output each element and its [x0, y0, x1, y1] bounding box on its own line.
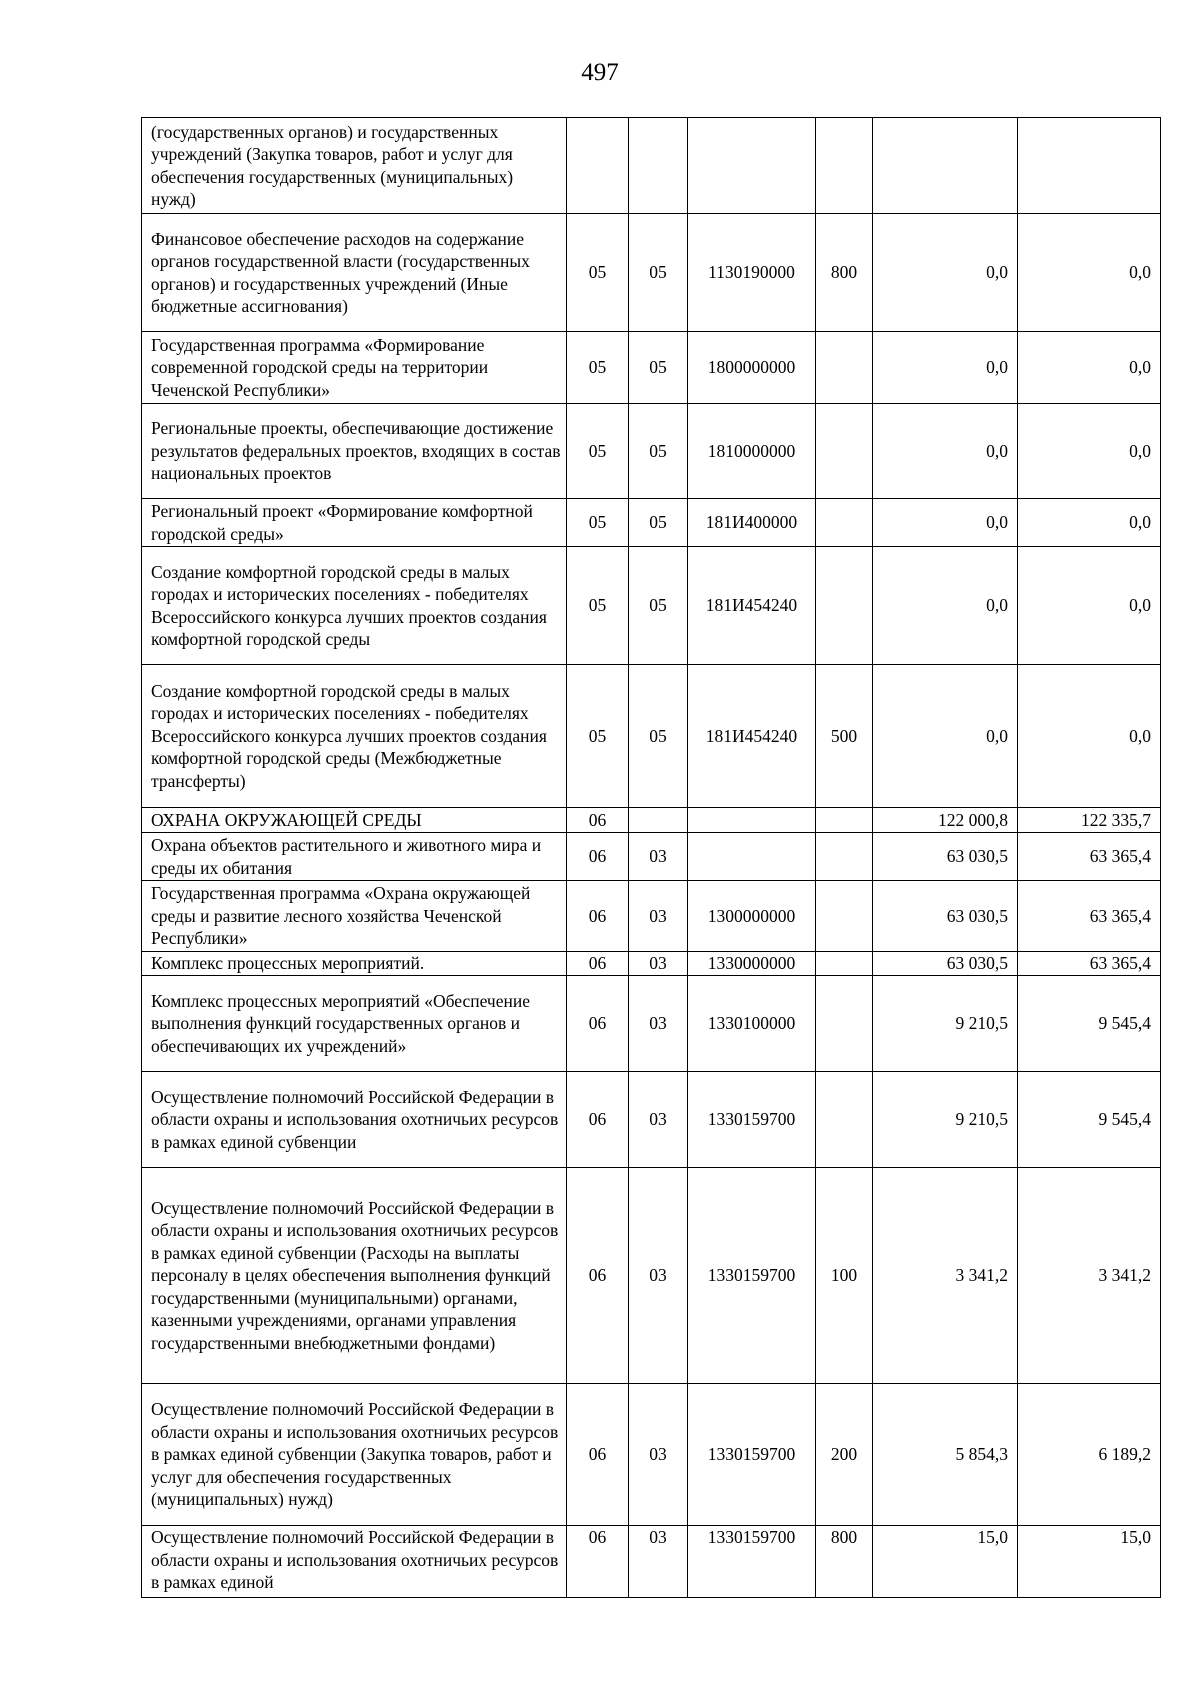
row-name-cell: Региональный проект «Формирование комфортной городской среды»: [142, 499, 567, 547]
amount-year2-cell: 0,0: [1018, 404, 1161, 499]
expense-type-cell: [816, 976, 873, 1072]
amount-year2-cell: 0,0: [1018, 499, 1161, 547]
target-article-cell: 181И454240: [688, 547, 816, 665]
amount-year1-cell: 0,0: [873, 547, 1018, 665]
subsection-code-cell: [629, 118, 688, 214]
section-code-cell: 06: [567, 976, 629, 1072]
expense-type-cell: 200: [816, 1384, 873, 1526]
target-article-cell: 1330100000: [688, 976, 816, 1072]
target-article-cell: 1300000000: [688, 881, 816, 952]
amount-year1-cell: 0,0: [873, 665, 1018, 808]
row-name-cell: Государственная программа «Охрана окружающей среды и развитие лесного хозяйства Чеченской Республики»: [142, 881, 567, 952]
section-code-cell: 05: [567, 665, 629, 808]
target-article-cell: 1810000000: [688, 404, 816, 499]
subsection-code-cell: 03: [629, 1384, 688, 1526]
expense-type-cell: 800: [816, 214, 873, 332]
amount-year1-cell: 9 210,5: [873, 976, 1018, 1072]
table-row: [142, 404, 1161, 499]
row-name-cell: Комплекс процессных мероприятий.: [142, 952, 567, 976]
amount-year1-cell: 63 030,5: [873, 833, 1018, 881]
expense-type-cell: [816, 881, 873, 952]
row-name-cell: Комплекс процессных мероприятий «Обеспечение выполнения функций государственных органов и обеспечивающих их учреждений»: [142, 976, 567, 1072]
row-name-cell: Создание комфортной городской среды в малых городах и исторических поселениях - победителях Всероссийского конкурса лучших проектов создания комфортной городской среды (Межбюджетные трансферты): [142, 665, 567, 808]
table-row: [142, 833, 1161, 881]
amount-year2-cell: 9 545,4: [1018, 976, 1161, 1072]
section-code-cell: 05: [567, 547, 629, 665]
amount-year1-cell: 0,0: [873, 404, 1018, 499]
row-name-cell: Осуществление полномочий Российской Федерации в области охраны и использования охотничьих ресурсов в рамках единой субвенции (Расходы на выплаты персоналу в целях обеспечения выполнения функций государственными (муниципальными) органами, казенными учреждениями, органами управления государственными внебюджетными фондами): [142, 1168, 567, 1384]
amount-year2-cell: 0,0: [1018, 332, 1161, 404]
amount-year2-cell: 6 189,2: [1018, 1384, 1161, 1526]
table-row: [142, 1384, 1161, 1526]
section-code-cell: 05: [567, 499, 629, 547]
table-row: [142, 1072, 1161, 1168]
row-name-cell: ОХРАНА ОКРУЖАЮЩЕЙ СРЕДЫ: [142, 808, 567, 833]
section-code-cell: 06: [567, 808, 629, 833]
expense-type-cell: [816, 1072, 873, 1168]
target-article-cell: 1330159700: [688, 1526, 816, 1598]
subsection-code-cell: 03: [629, 881, 688, 952]
amount-year2-cell: 15,0: [1018, 1526, 1161, 1598]
amount-year1-cell: 0,0: [873, 214, 1018, 332]
target-article-cell: [688, 118, 816, 214]
amount-year2-cell: 0,0: [1018, 665, 1161, 808]
section-code-cell: [567, 118, 629, 214]
table-row: [142, 332, 1161, 404]
subsection-code-cell: 03: [629, 833, 688, 881]
section-code-cell: 06: [567, 881, 629, 952]
row-name-cell: (государственных органов) и государственных учреждений (Закупка товаров, работ и услуг для обеспечения государственных (муниципальных) нужд): [142, 118, 567, 214]
subsection-code-cell: 05: [629, 499, 688, 547]
amount-year2-cell: 0,0: [1018, 547, 1161, 665]
amount-year2-cell: 63 365,4: [1018, 952, 1161, 976]
target-article-cell: 1330159700: [688, 1072, 816, 1168]
section-code-cell: 05: [567, 332, 629, 404]
expense-type-cell: [816, 332, 873, 404]
target-article-cell: 1330159700: [688, 1384, 816, 1526]
amount-year2-cell: 63 365,4: [1018, 881, 1161, 952]
target-article-cell: 181И454240: [688, 665, 816, 808]
target-article-cell: 1330000000: [688, 952, 816, 976]
amount-year1-cell: 0,0: [873, 499, 1018, 547]
row-name-cell: Охрана объектов растительного и животного мира и среды их обитания: [142, 833, 567, 881]
subsection-code-cell: 03: [629, 1526, 688, 1598]
table-row: [142, 1168, 1161, 1384]
amount-year2-cell: 122 335,7: [1018, 808, 1161, 833]
amount-year1-cell: 15,0: [873, 1526, 1018, 1598]
amount-year2-cell: [1018, 118, 1161, 214]
amount-year2-cell: 3 341,2: [1018, 1168, 1161, 1384]
amount-year2-cell: 9 545,4: [1018, 1072, 1161, 1168]
subsection-code-cell: 03: [629, 1168, 688, 1384]
section-code-cell: 06: [567, 1526, 629, 1598]
amount-year1-cell: [873, 118, 1018, 214]
subsection-code-cell: 03: [629, 952, 688, 976]
row-name-cell: Региональные проекты, обеспечивающие достижение результатов федеральных проектов, входящих в состав национальных проектов: [142, 404, 567, 499]
table-row: [142, 118, 1161, 214]
row-name-cell: Государственная программа «Формирование современной городской среды на территории Чеченской Республики»: [142, 332, 567, 404]
section-code-cell: 06: [567, 833, 629, 881]
table-row: [142, 952, 1161, 976]
target-article-cell: [688, 833, 816, 881]
section-code-cell: 06: [567, 1072, 629, 1168]
expense-type-cell: [816, 952, 873, 976]
row-name-cell: Осуществление полномочий Российской Федерации в области охраны и использования охотничьих ресурсов в рамках единой субвенции: [142, 1072, 567, 1168]
subsection-code-cell: 05: [629, 665, 688, 808]
section-code-cell: 06: [567, 1168, 629, 1384]
amount-year1-cell: 63 030,5: [873, 952, 1018, 976]
target-article-cell: 1130190000: [688, 214, 816, 332]
amount-year1-cell: 3 341,2: [873, 1168, 1018, 1384]
target-article-cell: [688, 808, 816, 833]
section-code-cell: 06: [567, 1384, 629, 1526]
row-name-cell: Осуществление полномочий Российской Федерации в области охраны и использования охотничьих ресурсов в рамках единой субвенции (Закупка товаров, работ и услуг для обеспечения государственных (муниципальных) нужд): [142, 1384, 567, 1526]
table-row: [142, 665, 1161, 808]
expense-type-cell: [816, 499, 873, 547]
subsection-code-cell: 03: [629, 976, 688, 1072]
target-article-cell: 1330159700: [688, 1168, 816, 1384]
target-article-cell: 181И400000: [688, 499, 816, 547]
expense-type-cell: [816, 118, 873, 214]
amount-year1-cell: 63 030,5: [873, 881, 1018, 952]
expense-type-cell: 500: [816, 665, 873, 808]
table-row: [142, 1526, 1161, 1598]
subsection-code-cell: 03: [629, 1072, 688, 1168]
section-code-cell: 05: [567, 404, 629, 499]
amount-year1-cell: 122 000,8: [873, 808, 1018, 833]
table-row: [142, 547, 1161, 665]
page-number: 497: [581, 59, 619, 86]
expense-type-cell: [816, 833, 873, 881]
subsection-code-cell: 05: [629, 332, 688, 404]
target-article-cell: 1800000000: [688, 332, 816, 404]
amount-year2-cell: 63 365,4: [1018, 833, 1161, 881]
table-row: [142, 808, 1161, 833]
section-code-cell: 06: [567, 952, 629, 976]
subsection-code-cell: [629, 808, 688, 833]
table-row: [142, 214, 1161, 332]
table-row: [142, 881, 1161, 952]
row-name-cell: Создание комфортной городской среды в малых городах и исторических поселениях - победителях Всероссийского конкурса лучших проектов создания комфортной городской среды: [142, 547, 567, 665]
table-body: [142, 118, 1161, 1598]
subsection-code-cell: 05: [629, 404, 688, 499]
amount-year1-cell: 0,0: [873, 332, 1018, 404]
table-row: [142, 976, 1161, 1072]
expense-type-cell: [816, 808, 873, 833]
expense-type-cell: 800: [816, 1526, 873, 1598]
row-name-cell: Осуществление полномочий Российской Федерации в области охраны и использования охотничьих ресурсов в рамках единой: [142, 1526, 567, 1598]
expense-type-cell: 100: [816, 1168, 873, 1384]
section-code-cell: 05: [567, 214, 629, 332]
subsection-code-cell: 05: [629, 214, 688, 332]
expense-type-cell: [816, 404, 873, 499]
expense-type-cell: [816, 547, 873, 665]
row-name-cell: Финансовое обеспечение расходов на содержание органов государственной власти (государственных органов) и государственных учреждений (Иные бюджетные ассигнования): [142, 214, 567, 332]
amount-year2-cell: 0,0: [1018, 214, 1161, 332]
budget-table: [141, 117, 1161, 1598]
amount-year1-cell: 9 210,5: [873, 1072, 1018, 1168]
subsection-code-cell: 05: [629, 547, 688, 665]
amount-year1-cell: 5 854,3: [873, 1384, 1018, 1526]
table-row: [142, 499, 1161, 547]
